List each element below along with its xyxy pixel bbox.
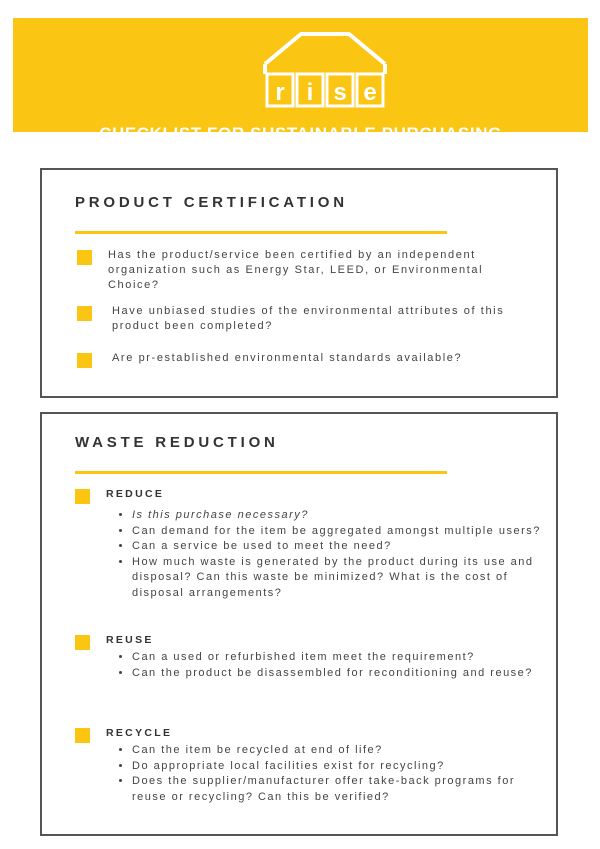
list-item: • Can demand for the item be aggregated amongst multiple users? (132, 524, 552, 540)
list-item: • Can a used or refurbished item meet the requirement? (132, 650, 552, 666)
checkbox[interactable] (77, 306, 92, 321)
reduce-list (116, 508, 552, 601)
checkbox[interactable] (75, 635, 90, 650)
checkbox[interactable] (77, 353, 92, 368)
list-item: • How much waste is generated by the product during its use and disposal? Can this waste be minimized? What is the cost of disposal arrangements? (132, 555, 552, 602)
product-certification-panel (40, 168, 558, 398)
section-title: PRODUCT CERTIFICATION (75, 194, 348, 211)
svg-text:r: r (275, 79, 285, 106)
checkbox[interactable] (75, 728, 90, 743)
list-item: • Can a service be used to meet the need? (132, 539, 552, 555)
checklist-question: Are pr-established environmental standards available? (112, 352, 463, 364)
reuse-heading: REUSE (106, 634, 154, 646)
checkbox[interactable] (75, 489, 90, 504)
recycle-heading: RECYCLE (106, 727, 173, 739)
title-underline (75, 231, 447, 234)
reuse-list (116, 650, 552, 681)
title-underline (75, 471, 447, 474)
checklist-question: Has the product/service been certified by an independent organization such as Energy Star, LEED, or Environmental Choice? (108, 249, 484, 291)
header-banner (13, 18, 588, 143)
checkbox[interactable] (77, 250, 92, 265)
list-item: • Can the product be disassembled for reconditioning and reuse? (132, 666, 552, 682)
svg-text:i: i (306, 79, 314, 106)
reduce-heading: REDUCE (106, 488, 165, 500)
waste-reduction-panel (40, 412, 558, 836)
section-title: WASTE REDUCTION (75, 434, 279, 451)
list-item: • Do appropriate local facilities exist for recycling? (132, 759, 552, 775)
page-title: CHECKLIST FOR SUSTAINABLE PURCHASING (99, 124, 502, 143)
svg-text:s: s (333, 79, 347, 106)
svg-text:e: e (363, 79, 377, 106)
checklist-question: Have unbiased studies of the environmental attributes of this product been completed? (112, 305, 505, 332)
rise-logo (261, 30, 389, 110)
recycle-list (116, 743, 552, 805)
list-item: • Does the supplier/manufacturer offer take-back programs for reuse or recycling? Can this be verified? (132, 774, 552, 805)
list-item: • Is this purchase necessary? (132, 508, 552, 524)
list-item: • Can the item be recycled at end of life? (132, 743, 552, 759)
